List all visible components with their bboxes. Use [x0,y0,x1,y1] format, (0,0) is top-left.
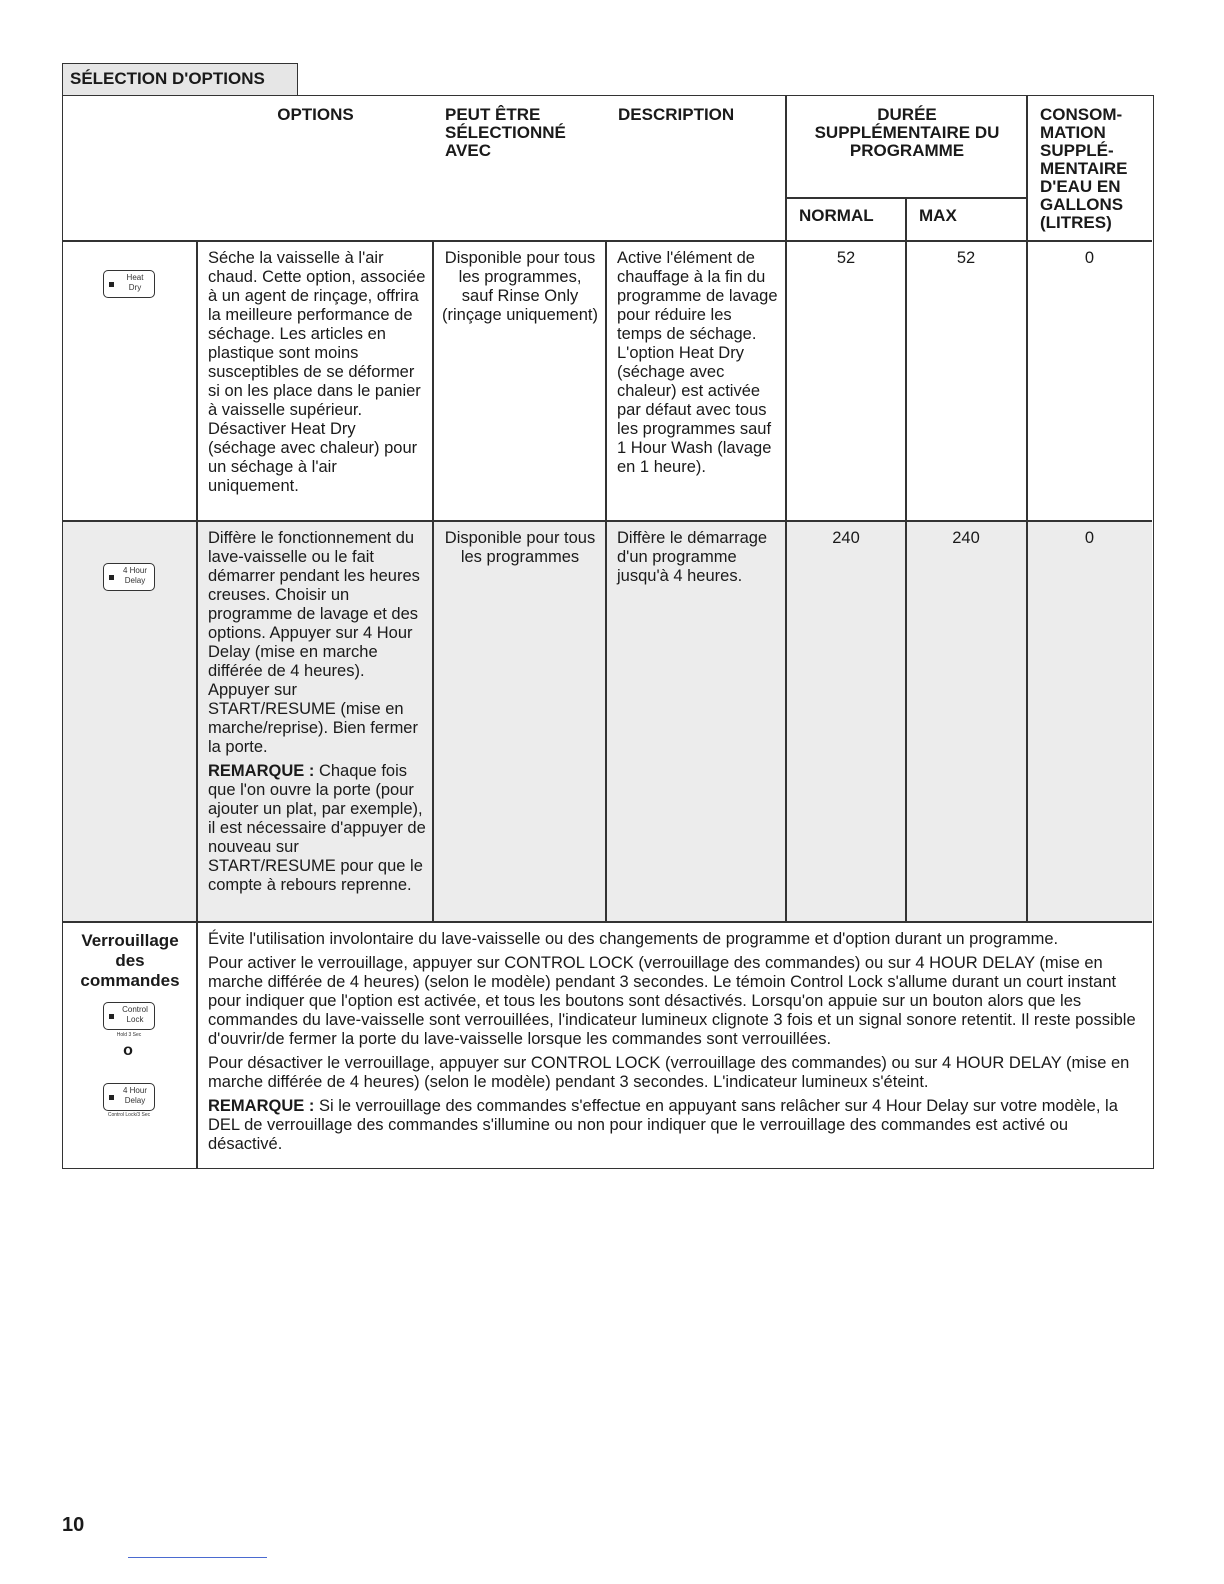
header-available-with: PEUT ÊTRE SÉLECTIONNÉ AVEC [445,105,566,160]
delay-normal: 240 [832,529,860,547]
heat-dry-water: 0 [1084,249,1095,267]
header-normal: NORMAL [799,206,874,225]
divider [786,197,1027,199]
delay-option-text: Diffère le fonctionnement du lave-vaisselle ou le fait démarrer pendant les heures creuses. Choisir un programme de lavage et des options. Appuyer sur 4 Hour Delay (mise en marche différée de 4 heures). Appuyer sur START/RESUME (mise en marche/reprise). Bien fermer la porte. [208,529,420,756]
icon-sub-label: Control Lock/3 Sec [107,1112,151,1118]
icon-label: 4 Hour Delay [122,566,147,585]
delay-water: 0 [1084,529,1095,547]
indicator-dot-icon [109,1095,114,1100]
divider [605,240,607,921]
heat-dry-description: Active l'élément de chauffage à la fin du programme de lavage pour réduire les temps de séchage. L'option Heat Dry (séchage avec chaleur) est activée par défaut avec tous les programmes sauf 1 Hour Wash (lavage en 1 heure). [617,249,778,476]
heat-dry-button-icon [103,270,155,298]
divider [63,520,1152,522]
heat-dry-max: 52 [956,249,976,267]
indicator-dot-icon [109,282,114,287]
header-options: OPTIONS [277,105,354,124]
control-lock-button-icon [103,1002,155,1030]
divider [905,197,907,921]
or-text: o [123,1042,133,1059]
lock-title: Verrouillage des commandes [80,931,180,990]
four-hour-delay-button-icon [103,563,155,591]
section-title: SÉLECTION D'OPTIONS [62,63,298,95]
indicator-dot-icon [109,1014,114,1019]
divider [196,240,198,1168]
heat-dry-normal: 52 [836,249,856,267]
icon-label: 4 Hour Delay [122,1086,147,1105]
divider [785,96,787,921]
page-number: 10 [62,1514,85,1536]
note-text: Si le verrouillage des commandes s'effectue en appuyant sans relâcher sur 4 Hour Delay sur votre modèle, la DEL de verrouillage des commandes s'illumine ou non pour indiquer que le verrouillage des commandes est activé ou désactivé. [208,1097,1118,1153]
note-text: Chaque fois que l'on ouvre la porte (pour ajouter un plat, par exemple), il est nécessaire d'appuyer de nouveau sur START/RESUME pour que le compte à rebours reprenne. [208,762,426,894]
header-water: CONSOM- MATION SUPPLÉ- MENTAIRE D'EAU EN GALLONS (LITRES) [1040,105,1128,232]
four-hour-delay-lock-button-icon [103,1083,155,1111]
footer-line [128,1557,267,1558]
delay-option-text-block [208,529,426,895]
icon-sub-label: Hold 3 Sec [116,1032,142,1038]
lock-p1: Évite l'utilisation involontaire du lave-vaisselle ou des changements de programme et d'option durant un programme. [208,930,1059,948]
lock-text-block [208,930,1143,1154]
indicator-dot-icon [109,575,114,580]
lock-note [208,1097,1143,1154]
divider [63,921,1152,923]
header-description: DESCRIPTION [618,105,735,124]
delay-max: 240 [952,529,980,547]
divider [63,240,1152,242]
header-max: MAX [919,206,957,225]
divider [432,240,434,921]
heat-dry-available-with: Disponible pour tous les programmes, sauf Rinse Only (rinçage uniquement) [442,249,598,324]
lock-p2: Pour activer le verrouillage, appuyer sur CONTROL LOCK (verrouillage des commandes) ou sur 4 HOUR DELAY (mise en marche différée de 4 heures) (selon le modèle) pendant 3 secondes. Le témoin Control Lock s'allume durant un court instant pour indiquer que l'option est activée, et tous les boutons sont désactivés. Lorsqu'on appuie sur un bouton alors que les commandes du lave-vaisselle sont verrouillées, l'indicateur lumineux clignote 3 fois et un signal sonore retentit. Il reste possible d'ouvrir/de fermer la porte du lave-vaisselle lorsque les commandes sont verrouillées. [208,954,1136,1048]
header-added-time: DURÉE SUPPLÉMENTAIRE DU PROGRAMME [814,105,1000,160]
lock-p3: Pour désactiver le verrouillage, appuyer sur CONTROL LOCK (verrouillage des commandes) ou sur 4 HOUR DELAY (mise en marche différée de 4 heures) (selon le modèle) pendant 3 secondes. L'indicateur lumineux s'éteint. [208,1054,1130,1091]
divider [1026,96,1028,921]
delay-description: Diffère le démarrage d'un programme jusqu'à 4 heures. [617,529,768,585]
icon-label: Control Lock [122,1005,148,1024]
delay-note [208,762,426,895]
options-table [62,95,1154,1169]
note-label: REMARQUE : [208,762,315,780]
note-label: REMARQUE : [208,1097,315,1115]
heat-dry-option-text: Séche la vaisselle à l'air chaud. Cette option, associée à un agent de rinçage, offrira la meilleure performance de séchage. Les articles en plastique sont moins susceptibles de se déformer si on les place dans le panier à vaisselle supérieur. Désactiver Heat Dry (séchage avec chaleur) pour un séchage à l'air uniquement. [208,249,426,495]
delay-available-with: Disponible pour tous les programmes [444,529,596,566]
icon-label: Heat Dry [126,273,144,292]
